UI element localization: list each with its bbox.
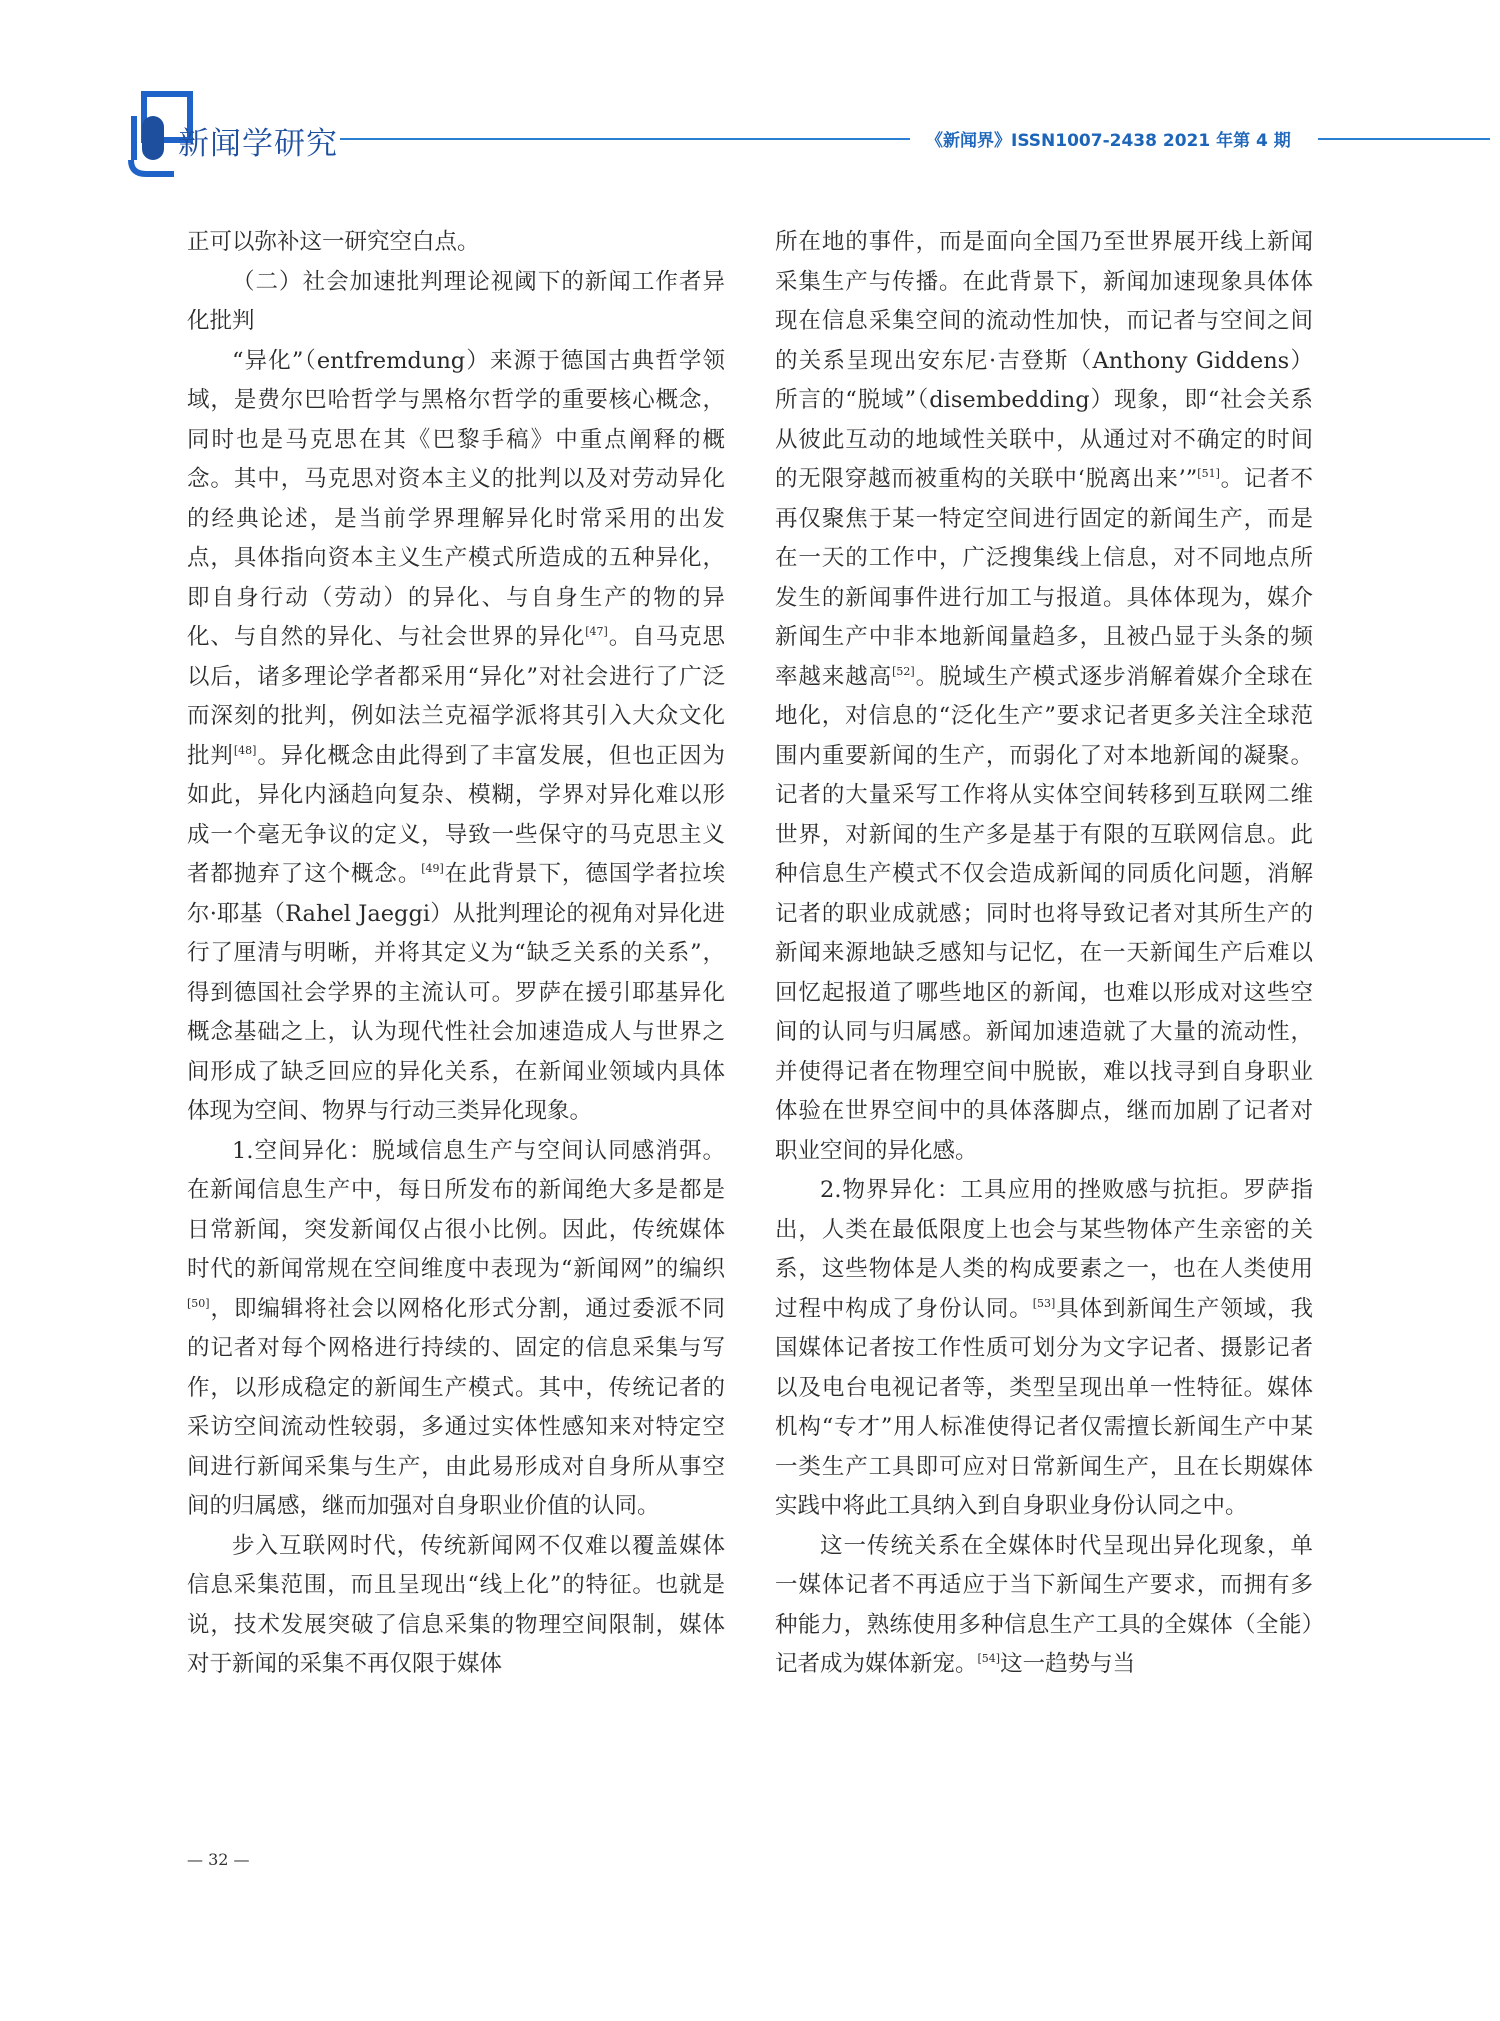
- citation: [52]: [892, 664, 915, 678]
- citation: [53]: [1032, 1296, 1056, 1310]
- section-heading: （二）社会加速批判理论视阈下的新闻工作者异化批判: [187, 268, 725, 334]
- paragraph: 步入互联网时代，传统新闻网不仅难以覆盖媒体信息采集范围，而且呈现出“线上化”的特征。也就是说，技术发展突破了信息采集的物理空间限制，媒体对于新闻的采集不再仅限于媒体: [187, 1532, 725, 1677]
- header-divider-left: [340, 138, 910, 140]
- journal-issue-info: 《新闻界》ISSN1007-2438 2021 年第 4 期: [926, 131, 1291, 151]
- header-divider-right: [1318, 138, 1490, 140]
- page-number: — 32 —: [187, 1850, 250, 1869]
- section-title: 新闻学研究: [178, 126, 338, 162]
- paragraph: 所在地的事件，而是面向全国乃至世界展开线上新闻采集生产与传播。在此背景下，新闻加速现象具体体现在信息采集空间的流动性加快，而记者与空间之间的关系呈现出安东尼·吉登斯（Anthony Giddens）所言的“脱域”（disembedding）现象，即“社会关系从彼此互动的地域性关联中，从通过对不确定的时间的无限穿越而被重构的关联中‘脱离出来’”[51]。记者不再仅聚焦于某一特定空间进行固定的新闻生产，而是在一天的工作中，广泛搜集线上信息，对不同地点所发生的新闻事件进行加工与报道。具体体现为，媒介新闻生产中非本地新闻量趋多，且被凸显于头条的频率越来越高[52]。脱域生产模式逐步消解着媒介全球在地化，对信息的“泛化生产”要求记者更多关注全球范围内重要新闻的生产，而弱化了对本地新闻的凝聚。记者的大量采写工作将从实体空间转移到互联网二维世界，对新闻的生产多是基于有限的互联网信息。此种信息生产模式不仅会造成新闻的同质化问题，消解记者的职业成就感；同时也将导致记者对其所生产的新闻来源地缺乏感知与记忆，在一天新闻生产后难以回忆起报道了哪些地区的新闻，也难以形成对这些空间的认同与归属感。新闻加速造就了大量的流动性，并使得记者在物理空间中脱嵌，难以找寻到自身职业体验在世界空间中的具体落脚点，继而加剧了记者对职业空间的异化感。: [775, 229, 1313, 1164]
- citation: [51]: [1197, 467, 1220, 480]
- right-column: [775, 223, 1313, 1685]
- paragraph: “异化”（entfremdung）来源于德国古典哲学领域，是费尔巴哈哲学与黑格尔哲学的重要核心概念，同时也是马克思在其《巴黎手稿》中重点阐释的概念。其中，马克思对资本主义的批判以及对劳动异化的经典论述，是当前学界理解异化时常采用的出发点，具体指向资本主义生产模式所造成的五种异化，即自身行动（劳动）的异化、与自身生产的物的异化、与自然的异化、与社会世界的异化[47]。自马克思以后，诸多理论学者都采用“异化”对社会进行了广泛而深刻的批判，例如法兰克福学派将其引入大众文化批判[48]。异化概念由此得到了丰富发展，但也正因为如此，异化内涵趋向复杂、模糊，学界对异化难以形成一个毫无争议的定义，导致一些保守的马克思主义者都抛弃了这个概念。[49]在此背景下，德国学者拉埃尔·耶基（Rahel Jaeggi）从批判理论的视角对异化进行了厘清与明晰，并将其定义为“缺乏关系的关系”，得到德国社会学界的主流认可。罗萨在援引耶基异化概念基础之上，认为现代性社会加速造成人与世界之间形成了缺乏回应的异化关系，在新闻业领域内具体体现为空间、物界与行动三类异化现象。: [187, 347, 725, 1124]
- citation: [49]: [421, 862, 444, 875]
- citation: [54]: [977, 1652, 1001, 1665]
- paragraph: 正可以弥补这一研究空白点。: [187, 229, 480, 255]
- paragraph: 1.空间异化：脱域信息生产与空间认同感消弭。在新闻信息生产中，每日所发布的新闻绝大多是都是日常新闻，突发新闻仅占很小比例。因此，传统媒体时代的新闻常规在空间维度中表现为“新闻网”的编织[50]，即编辑将社会以网格化形式分割，通过委派不同的记者对每个网格进行持续的、固定的信息采集与写作，以形成稳定的新闻生产模式。其中，传统记者的采访空间流动性较弱，多通过实体性感知来对特定空间进行新闻采集与生产，由此易形成对自身所从事空间的归属感，继而加强对自身职业价值的认同。: [187, 1137, 725, 1519]
- left-column: [187, 223, 725, 1685]
- paragraph: 这一传统关系在全媒体时代呈现出异化现象，单一媒体记者不再适应于当下新闻生产要求，而拥有多种能力，熟练使用多种信息生产工具的全媒体（全能）记者成为媒体新宠。[54]这一趋势与当: [775, 1532, 1313, 1677]
- paragraph: 2.物界异化：工具应用的挫败感与抗拒。罗萨指出，人类在最低限度上也会与某些物体产生亲密的关系，这些物体是人类的构成要素之一，也在人类使用过程中构成了身份认同。[53]具体到新闻生产领域，我国媒体记者按工作性质可划分为文字记者、摄影记者以及电台电视记者等，类型呈现出单一性特征。媒体机构“专才”用人标准使得记者仅需擅长新闻生产中某一类生产工具即可应对日常新闻生产，且在长期媒体实践中将此工具纳入到自身职业身份认同之中。: [775, 1177, 1313, 1519]
- citation: [48]: [233, 743, 257, 757]
- citation: [50]: [187, 1296, 210, 1310]
- citation: [47]: [585, 625, 608, 638]
